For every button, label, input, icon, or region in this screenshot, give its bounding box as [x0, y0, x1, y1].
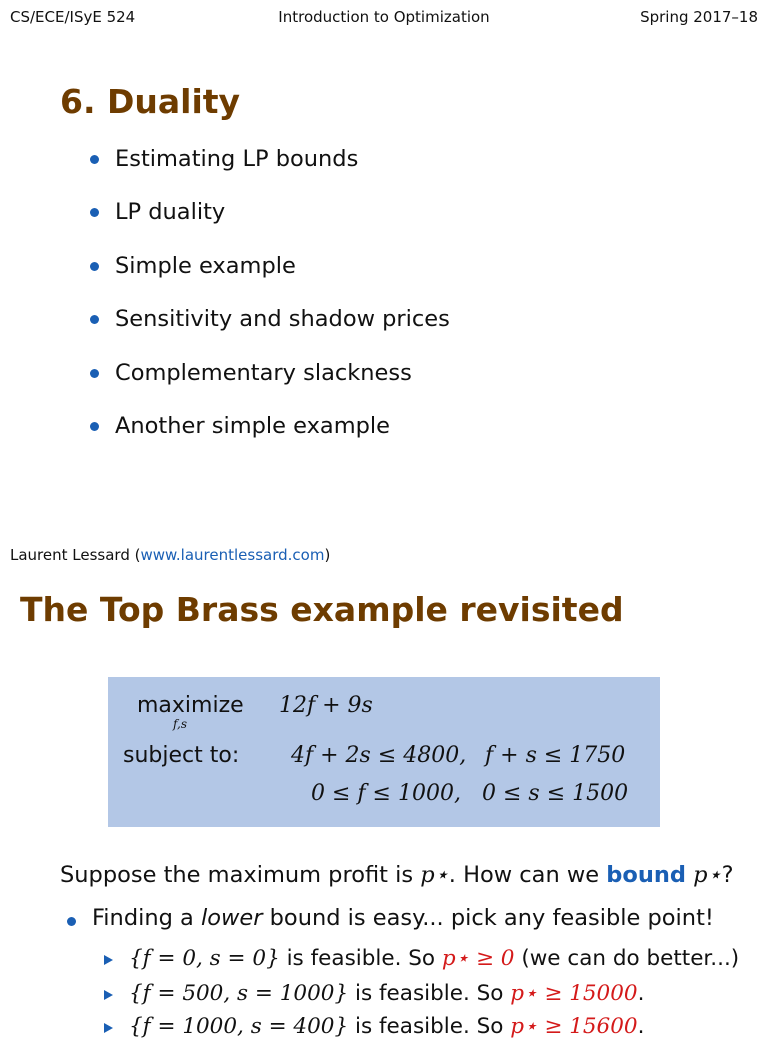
bullet-icon [90, 422, 99, 431]
author-close: ) [324, 546, 331, 564]
bullet-icon [90, 208, 99, 217]
lp-constraint-1: 4f + 2s ≤ 4800, [291, 743, 467, 768]
author-line [10, 546, 330, 564]
author-name: Laurent Lessard ( [10, 546, 141, 564]
emph-lower: lower [200, 905, 263, 931]
lp-constraint-3: 0 ≤ f ≤ 1000, [311, 781, 461, 806]
course-code: CS/ECE/ISyE 524 [10, 8, 136, 26]
bullet-icon [90, 369, 99, 378]
slide2-title: The Top Brass example revisited [20, 590, 624, 629]
lp-constraint-4: 0 ≤ s ≤ 1500 [482, 781, 629, 806]
lp-maximize: maximize [137, 693, 244, 718]
author-website-link[interactable]: www.laurentlessard.com [140, 546, 325, 564]
lp-objective: 12f + 9s [279, 693, 373, 718]
triangle-bullet-icon [104, 990, 113, 1000]
bullet-icon [90, 155, 99, 164]
bullet-icon [90, 262, 99, 271]
triangle-bullet-icon [104, 955, 113, 965]
lp-subject-to: subject to: [123, 743, 240, 768]
lp-vars: f,s [173, 717, 187, 731]
lp-constraint-2: f + s ≤ 1750 [485, 743, 626, 768]
suppose-sentence: Suppose the maximum profit is p⋆. How can we bound p⋆? [60, 862, 734, 888]
bullet-icon [90, 315, 99, 324]
term: Spring 2017–18 [640, 8, 758, 26]
bullet-icon [67, 917, 76, 926]
lp-formulation-box [108, 677, 660, 827]
p-star: p⋆ [420, 862, 449, 888]
bound-keyword: bound [606, 862, 686, 888]
triangle-bullet-icon [104, 1023, 113, 1033]
slide1-title: 6. Duality [60, 82, 241, 121]
p-star: p⋆ [693, 862, 722, 888]
course-title: Introduction to Optimization [278, 8, 490, 26]
